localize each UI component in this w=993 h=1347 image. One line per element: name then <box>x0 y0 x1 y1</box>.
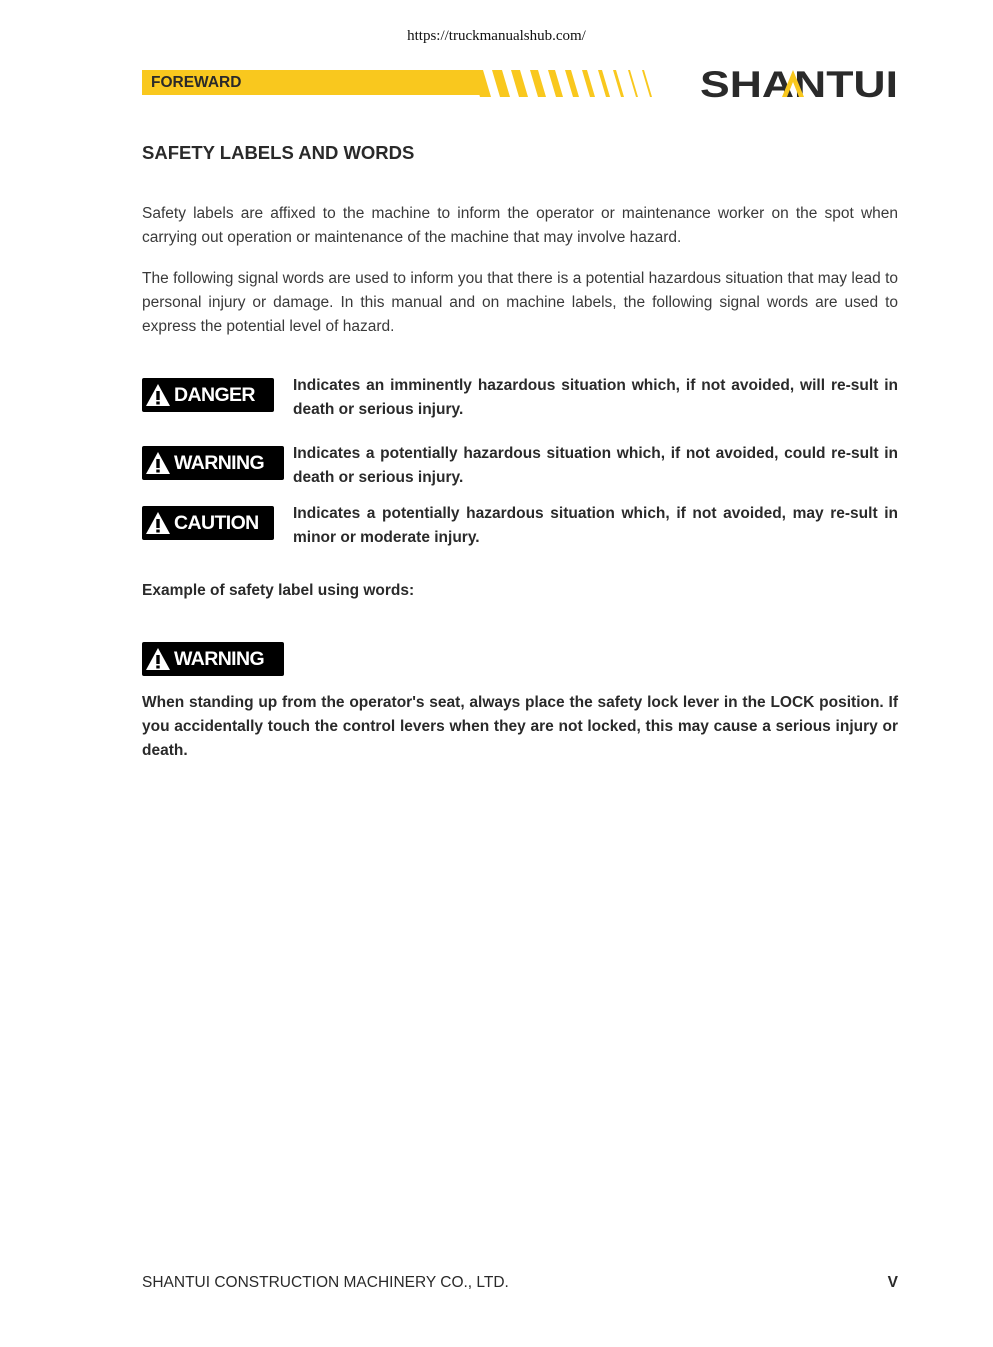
danger-label <box>142 378 274 412</box>
warning-triangle-icon <box>145 383 171 407</box>
warning-triangle-icon <box>145 451 171 475</box>
signal-words-paragraph: The following signal words are used to inform you that there is a potential hazardous situation that may lead to personal injury or damage. In this manual and on machine labels, the following signal words are used to express the potential level of hazard. <box>142 270 898 335</box>
section-title: FOREWARD <box>151 74 242 91</box>
brand-logo-text: SHANTUI <box>700 64 898 102</box>
warning-triangle-icon <box>145 511 171 535</box>
warning-description: Indicates a potentially hazardous situation which, if not avoided, could re-sult in death or serious injury. <box>293 445 898 486</box>
danger-description: Indicates an imminently hazardous situation which, if not avoided, will re-sult in death or serious injury. <box>293 377 898 418</box>
example-warning-label-text: WARNING <box>174 648 265 670</box>
intro-paragraph: Safety labels are affixed to the machine to inform the operator or maintenance worker on the spot when carrying out operation or maintenance of the machine that may involve hazard. <box>142 205 898 246</box>
warning-label-text: WARNING <box>174 452 265 474</box>
caution-label-text: CAUTION <box>174 512 259 534</box>
example-title: Example of safety label using words: <box>142 582 415 599</box>
example-warning-label <box>142 642 284 676</box>
warning-triangle-icon <box>145 647 171 671</box>
page-number: V <box>887 1274 898 1291</box>
section-header-bar <box>142 70 482 95</box>
source-url[interactable]: https://truckmanualshub.com/ <box>407 28 586 44</box>
caution-label <box>142 506 274 540</box>
example-warning-text: When standing up from the operator's seat, always place the safety lock lever in the LOCK position. If you accidentally touch the control levers when they are not locked, this may cause a serious injury or death. <box>142 694 898 759</box>
footer-company: SHANTUI CONSTRUCTION MACHINERY CO., LTD. <box>142 1274 509 1291</box>
warning-label <box>142 446 284 480</box>
caution-description: Indicates a potentially hazardous situation which, if not avoided, may re-sult in minor or moderate injury. <box>293 505 898 546</box>
page-heading: SAFETY LABELS AND WORDS <box>142 142 415 163</box>
danger-label-text: DANGER <box>174 384 255 406</box>
decorative-stripes <box>470 70 660 97</box>
brand-logo <box>700 64 900 102</box>
